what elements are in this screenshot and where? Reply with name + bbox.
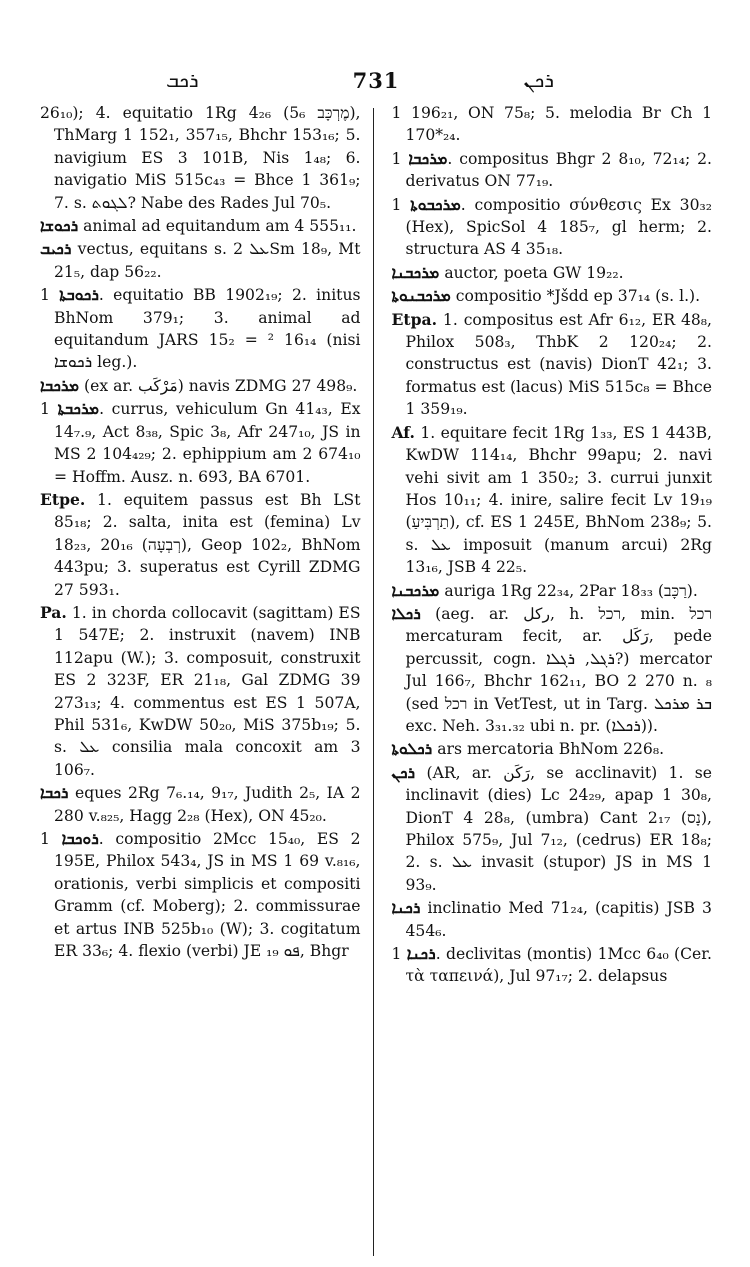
entry-text: compositio *Jšdd ep 37₁₄ (s. l.).	[455, 287, 701, 306]
entry-headword: ܪܟܢܐ	[391, 898, 421, 918]
entry-text: 1. in chorda collocavit (sagittam) ES 1 547E; 2. instruxit (navem) INB 112apu (W.); 3. composuit, construxit ES 2 323F, ER 21₁₈, Gal ZDMG 39 273₁₃; 4. commentus est ES 1 507A, Phil 531₆, KwDW 50₂₀, MiS 375b₁₉; 5. s. ܥܠ consilia mala concoxit am 3 106₇.	[54, 603, 361, 779]
dictionary-entry	[40, 284, 361, 374]
entry-text: 1. equitem passus est Bh LSt 85₁₈; 2. salta, inita est (femina) Lv 18₂₃, 20₁₆ (רְבְעָה), Geop 102₂, BhNom 443pu; 3. superatus est Cyrill ZDMG 27 593₁.	[54, 490, 361, 599]
entry-text: 1. declivitas (montis) 1Mcc 6₄₀ (Cer. τὰ ταπεινά), Jul 97₁₇; 2. delapsus	[391, 945, 712, 986]
entry-headword: ܪܟܠܘܬܐ	[391, 739, 433, 759]
entry-text: animal ad equitandum am 4 555₁₁.	[83, 217, 357, 236]
entry-headword: Pa.	[40, 602, 67, 622]
dictionary-entry	[391, 262, 712, 284]
entry-text: inclinatio Med 71₂₄, (capitis) JSB 3 454₆.	[405, 899, 712, 940]
entry-text: ars mercatoria BhNom 226₈.	[437, 740, 665, 759]
entry-text: auctor, poeta GW 19₂₂.	[444, 263, 624, 282]
entry-text: vectus, equitans s. ܥܠ 2Sm 18₉, Mt 21₅, dap 56₂₂.	[54, 240, 361, 281]
dictionary-entry	[391, 762, 712, 896]
dictionary-entry	[40, 398, 361, 488]
stem-entry	[40, 489, 361, 601]
entry-headword: ܡܪܟܒܢܐ	[391, 262, 440, 282]
entry-headword: ܪܟܒܐ	[40, 783, 69, 803]
entry-text: (ex ar. مَرْكَب) navis ZDMG 27 498₉.	[84, 376, 358, 395]
entry-text: 1 196₂₁, ON 75₈; 5. melodia Br Ch 1 170*₂₄.	[391, 104, 712, 145]
entry-headword: ܡܪܟܒܢܘܬܐ	[391, 286, 451, 306]
entry-headword: ܪܟܢ	[391, 762, 416, 782]
dictionary-entry	[391, 194, 712, 261]
dictionary-entry	[40, 782, 361, 827]
dictionary-entry	[391, 738, 712, 760]
dictionary-entry	[391, 943, 712, 988]
entry-text: 1. compositio 2Mcc 15₄₀, ES 2 195E, Philox 543₄, JS in MS 1 69 v.₈₁₆, orationis, verbi simplicis et compositi Gramm (cf. Moberg); 2. commissurae et artus INB 525b₁₀ (W); 3. cogitatum ER 33₆; 4. flexio (verbi) JE ܦܘ ₁₉, Bhgr	[40, 830, 361, 961]
entry-text: 1. equitatio BB 1902₁₉; 2. initus BhNom 379₁; 3. animal ad equitandum JARS 15₂ = ² 16₁₄ (nisi ܪܟܘܫܐ leg.).	[40, 286, 361, 372]
dictionary-entry	[391, 603, 712, 737]
dictionary-entry	[40, 238, 361, 283]
dictionary-entry	[391, 285, 712, 307]
entry-headword: ܡܪܟܒܐ	[408, 148, 448, 168]
dictionary-entry	[40, 215, 361, 237]
entry-continuation	[391, 102, 712, 147]
right-column	[373, 102, 712, 1267]
stem-entry	[40, 602, 361, 781]
two-column-body	[40, 102, 712, 1267]
entry-text: 1. compositio σύνθεσις Ex 30₃₂ (Hex), SpicSol 4 185₇, gl herm; 2. structura AS 4 35₁₈.	[391, 195, 712, 259]
entry-text: 1. compositus est Afr 6₁₂, ER 48₈, Philox 508₃, ThbK 2 120₂₄; 2. constructus est (navis) DionT 42₁; 3. formatus est (lacus) MiS 515c₈ = Bhce 1 359₁₉.	[405, 310, 712, 419]
entry-headword: ܡܪܟܒܐ	[40, 375, 80, 395]
entry-headword: Af.	[391, 422, 415, 442]
entry-text: 1. equitare fecit 1Rg 1₃₃, ES 1 443B, KwDW 114₁₄, Bhchr 99apu; 2. navi vehi sivit am 1 350₂; 3. currui junxit Hos 10₁₁; 4. inire, salire fecit Lv 19₁₉ (תַרְבִּיעַ), cf. ES 1 245E, BhNom 238₉; 5. s. ܥܠ imposuit (manum arcui) 2Rg 13₁₆, JSB 4 22₅.	[405, 423, 712, 577]
entry-headword: Etpe.	[40, 489, 86, 509]
entry-text: (AR, ar. رَكَن, se acclinavit) 1. se inclinavit (dies) Lc 24₂₉, apap 1 30₈, DionT 4 28₈, (umbra) Cant 2₁₇ (נָס), Philox 575₉, Jul 7₁₂, (cedrus) ER 18₈; 2. s. ܥܠ invasit (stupor) JS in MS 1 93₉.	[405, 763, 712, 894]
dictionary-entry	[391, 148, 712, 193]
entry-text: 1. currus, vehiculum Gn 41₄₃, Ex 14₇.₉, Act 8₃₈, Spic 3₈, Afr 247₁₀, JS in MS 2 104₄₂₉; 2. ephippium am 2 674₁₀ = Hoffm. Ausz. n. 693, BA 6701.	[40, 400, 361, 486]
entry-headword: ܪܘܟܒܐ	[61, 829, 99, 848]
entry-headword: ܪܟܝܒ	[40, 239, 72, 259]
stem-entry	[391, 422, 712, 579]
entry-headword: ܪܟܠܐ	[391, 603, 421, 623]
dictionary-entry	[391, 897, 712, 942]
entry-text: eques 2Rg 7₆.₁₄, 9₁₇, Judith 2₅, IA 2 280 v.₈₂₅, Hagg 2₂₈ (Hex), ON 45₂₀.	[54, 784, 361, 825]
entry-continuation	[40, 102, 361, 214]
entry-text: (aeg. ar. رکل, h. רכל, min. רכל mercaturam fecit, ar. رَكَل, pede percussit, cogn. ܪܓܠ, ܪܓܠܐ?) mercator Jul 166₇, Bhchr 162₁₁, BO 2 270 n. ₈ (sed רכל in VetTest, ut in Targ. ܒܪ ܡܪܟܠ exc. Neh. 3₃₁.₃₂ ubi n. pr. (ܪܟܠܐ)).	[405, 604, 712, 735]
entry-headword: ܪܟܢܐ	[406, 944, 436, 964]
page-header	[40, 68, 712, 96]
entry-headword: ܡܪܟܒܬܐ	[57, 399, 100, 419]
left-column	[40, 102, 373, 1267]
entry-text: 1. compositus Bhgr 2 8₁₀, 72₁₄; 2. derivatus ON 77₁₉.	[391, 149, 712, 191]
entry-headword: ܡܪܟܒܘܬܐ	[410, 194, 461, 214]
entry-headword: ܪܟܘܫܐ	[40, 216, 79, 236]
right-running-headword: ܪܟܢ	[523, 68, 554, 92]
dictionary-entry	[391, 580, 712, 602]
entry-text: 26₁₀); 4. equitatio 1Rg 4₂₆ (5₆ מֶרְכָּב), ThMarg 1 152₁, 357₁₅, Bhchr 153₁₆; 5. navigium ES 3 101B, Nis 1₄₈; 6. navigatio MiS 515c₄₃ = Bhce 1 361₉; 7. s. ܠܓܘܬ? Nabe des Rades Jul 70₅.	[40, 104, 361, 212]
stem-entry	[391, 309, 712, 421]
entry-headword: ܪܟܘܒܬܐ	[59, 285, 99, 305]
dictionary-entry	[40, 828, 361, 962]
entry-headword: ܡܪܟܒܢܐ	[391, 580, 440, 600]
entry-text: auriga 1Rg 22₃₄, 2Par 18₃₃ (רַכָּב).	[444, 581, 698, 600]
left-running-headword: ܪܟܒ	[166, 68, 199, 92]
page-number: 731	[352, 68, 400, 93]
dictionary-entry	[40, 375, 361, 397]
entry-headword: Etpa.	[391, 309, 438, 329]
